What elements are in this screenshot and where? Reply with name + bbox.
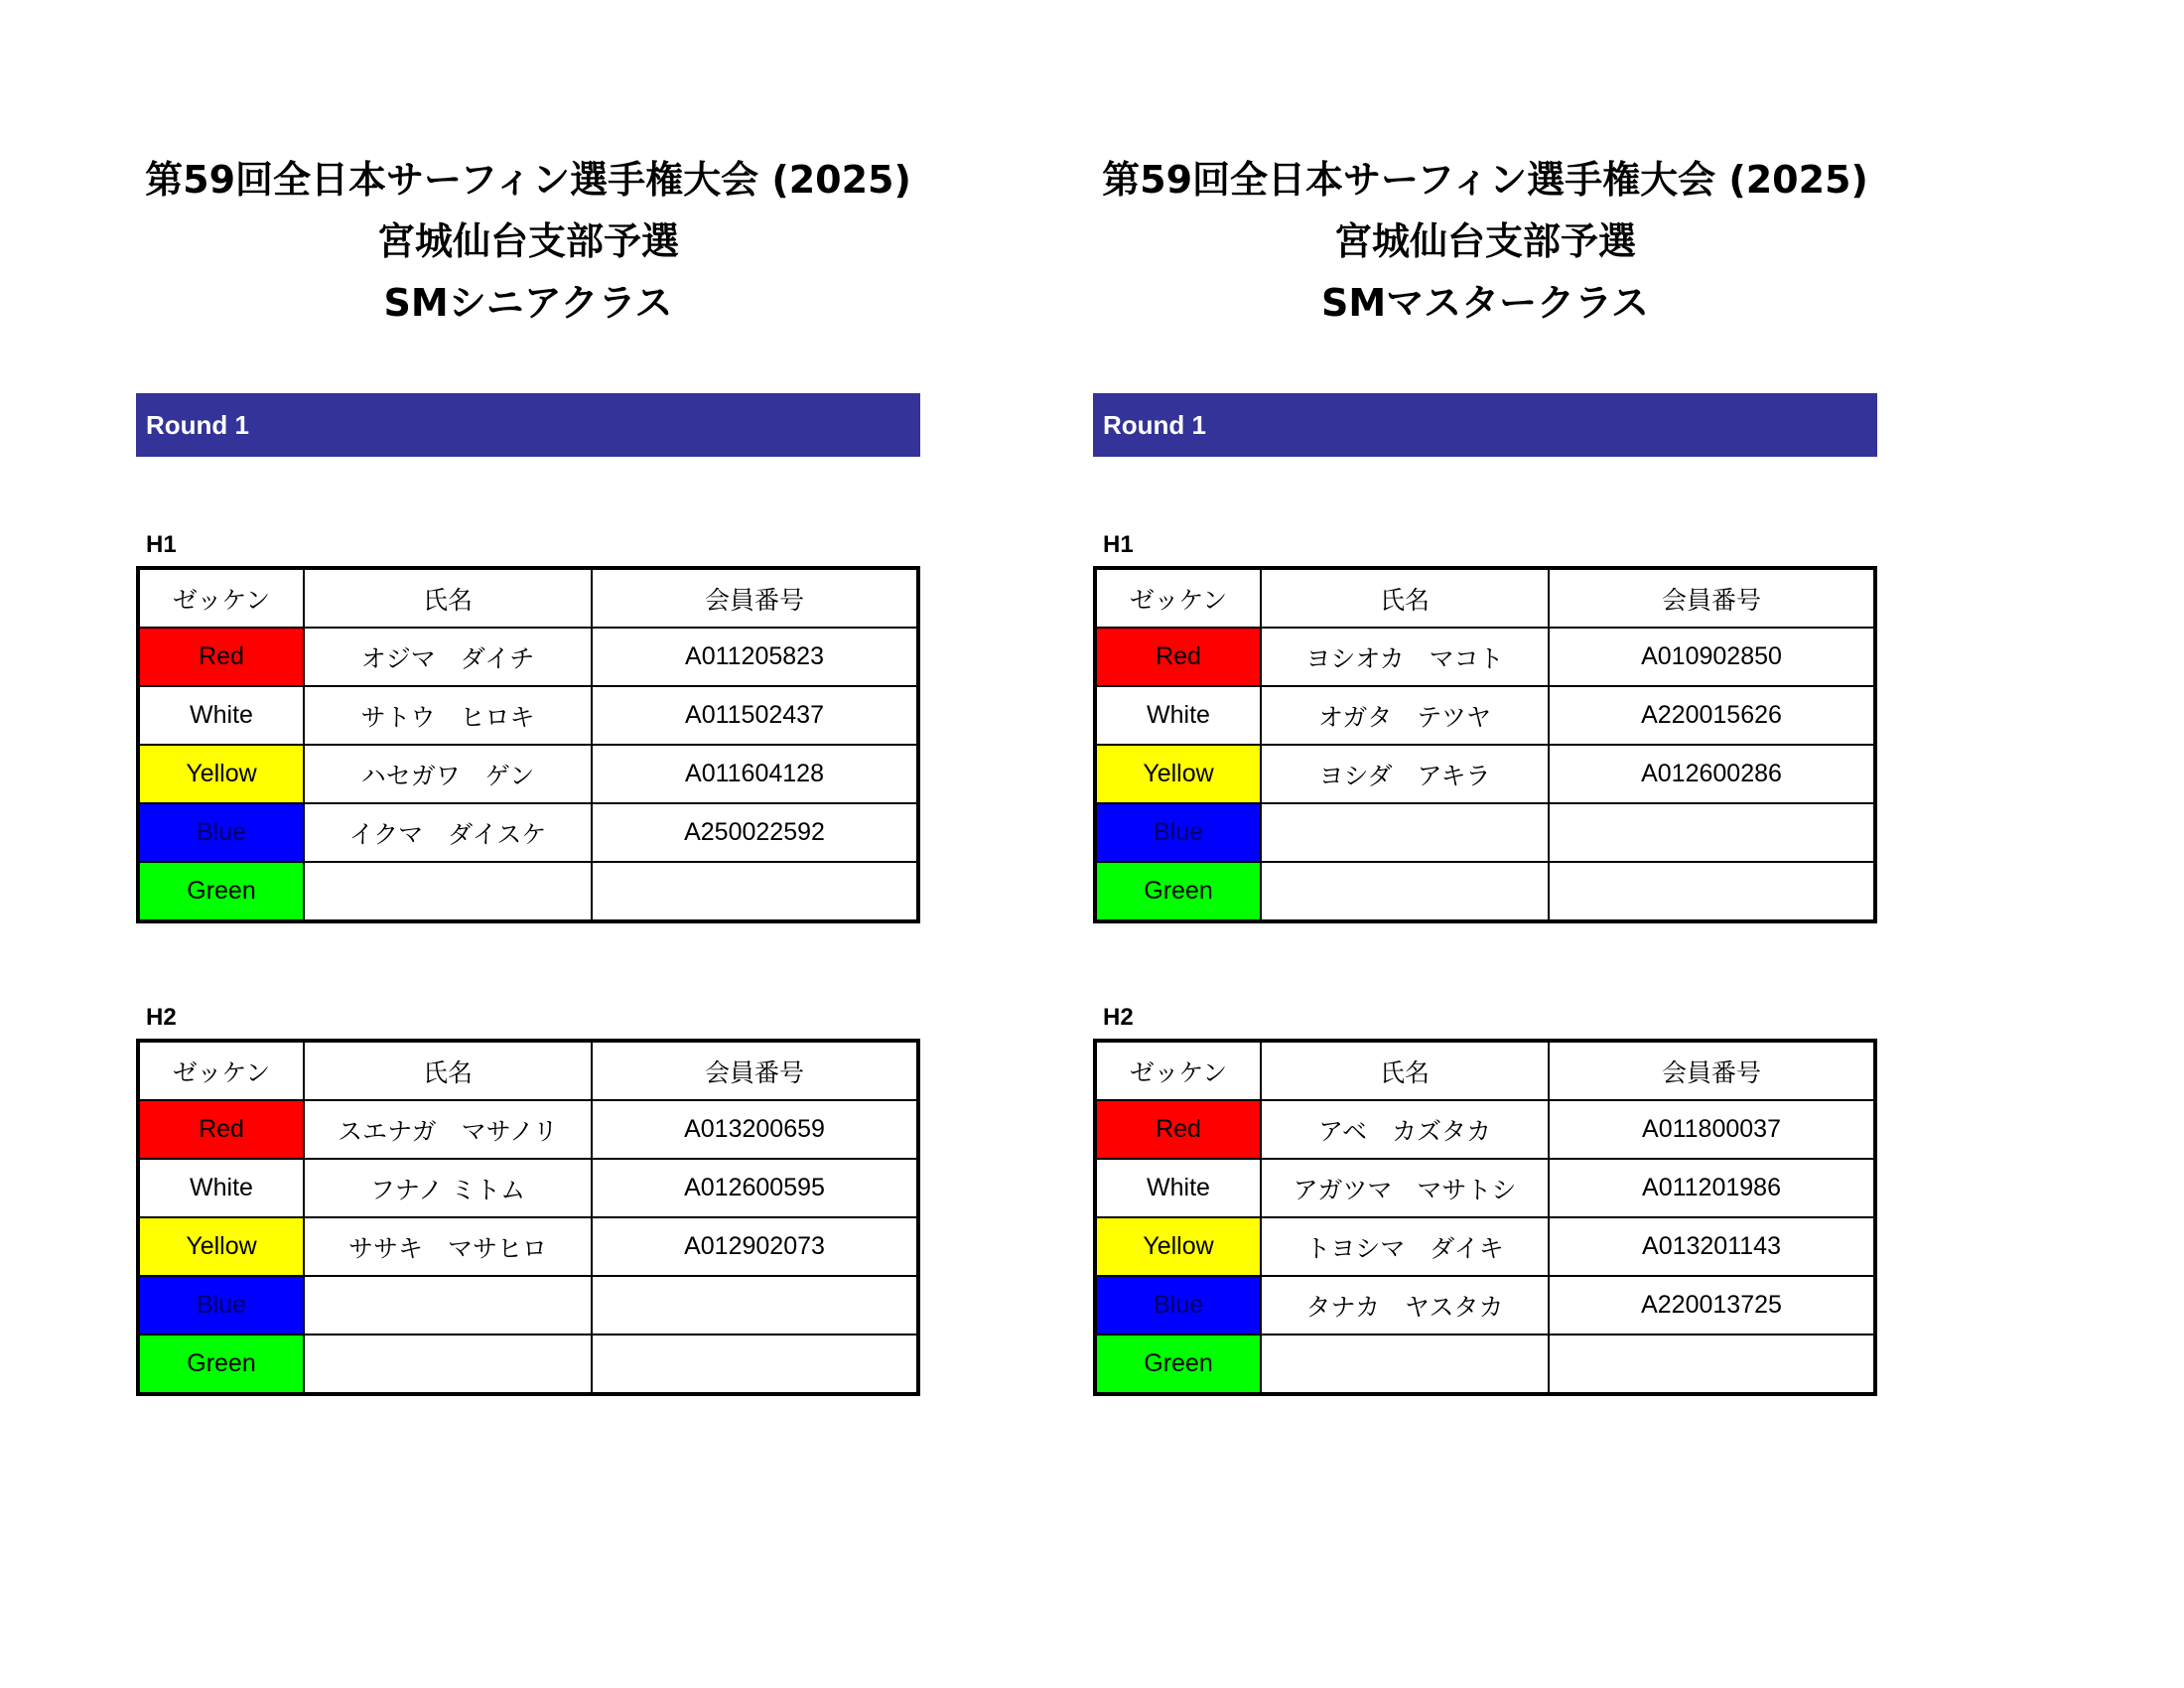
surfer-name: フナノ ミトム	[304, 1159, 592, 1217]
table-row	[138, 1100, 918, 1159]
header-name: 氏名	[304, 568, 592, 628]
surfer-name	[1261, 862, 1549, 921]
member-id: A011604128	[592, 745, 918, 803]
event-title: 第59回全日本サーフィン選手権大会 (2025)	[1102, 158, 1868, 202]
heat-table-h2	[1093, 1039, 1877, 1396]
class-title: SMマスタークラス	[1320, 281, 1650, 325]
heat-label-h1: H1	[1103, 531, 1134, 558]
surfer-name: オガタ テツヤ	[1261, 686, 1549, 745]
bib-color-red: Red	[138, 628, 304, 686]
heat-label-h1: H1	[146, 531, 177, 558]
surfer-name	[304, 1276, 592, 1335]
surfer-name	[1261, 803, 1549, 862]
surfer-name: オジマ ダイチ	[304, 628, 592, 686]
surfer-name: ササキ マサヒロ	[304, 1217, 592, 1276]
bib-color-white: White	[1095, 686, 1261, 745]
surfer-name	[304, 1335, 592, 1394]
surfer-name: ハセガワ ゲン	[304, 745, 592, 803]
bib-color-red: Red	[1095, 1100, 1261, 1159]
table-row	[1095, 745, 1875, 803]
header-bib: ゼッケン	[1095, 1041, 1261, 1100]
table-row	[1095, 1159, 1875, 1217]
header-member-id: 会員番号	[1549, 1041, 1875, 1100]
heat-label-h2: H2	[146, 1004, 177, 1031]
bib-color-green: Green	[138, 862, 304, 921]
surfer-name: アガツマ マサトシ	[1261, 1159, 1549, 1217]
bib-color-white: White	[138, 686, 304, 745]
table-header-row	[138, 568, 918, 628]
member-id	[1549, 803, 1875, 862]
bib-color-red: Red	[1095, 628, 1261, 686]
table-header-row	[1095, 1041, 1875, 1100]
surfer-name: スエナガ マサノリ	[304, 1100, 592, 1159]
surfer-name: タナカ ヤスタカ	[1261, 1276, 1549, 1335]
member-id: A013200659	[592, 1100, 918, 1159]
member-id: A012600286	[1549, 745, 1875, 803]
heat-table-h2	[136, 1039, 920, 1396]
member-id: A011800037	[1549, 1100, 1875, 1159]
table-row	[1095, 1335, 1875, 1394]
table-row	[1095, 628, 1875, 686]
bib-color-blue: Blue	[1095, 1276, 1261, 1335]
surfer-name: イクマ ダイスケ	[304, 803, 592, 862]
surfer-name: サトウ ヒロキ	[304, 686, 592, 745]
member-id: A012902073	[592, 1217, 918, 1276]
table-row	[138, 745, 918, 803]
header-member-id: 会員番号	[1549, 568, 1875, 628]
surfer-name	[304, 862, 592, 921]
member-id: A011502437	[592, 686, 918, 745]
table-row	[1095, 1217, 1875, 1276]
member-id: A220013725	[1549, 1276, 1875, 1335]
bib-color-yellow: Yellow	[138, 745, 304, 803]
table-row	[138, 1276, 918, 1335]
member-id: A220015626	[1549, 686, 1875, 745]
surfer-name: ヨシダ アキラ	[1261, 745, 1549, 803]
bib-color-green: Green	[1095, 1335, 1261, 1394]
bib-color-yellow: Yellow	[138, 1217, 304, 1276]
header-member-id: 会員番号	[592, 568, 918, 628]
table-row	[138, 1159, 918, 1217]
round-header: Round 1	[136, 393, 920, 457]
branch-title: 宮城仙台支部予選	[1333, 219, 1636, 263]
table-row	[138, 1217, 918, 1276]
bib-color-green: Green	[138, 1335, 304, 1394]
header-bib: ゼッケン	[1095, 568, 1261, 628]
member-id	[592, 1335, 918, 1394]
panel-master	[1093, 149, 1877, 1396]
table-row	[1095, 1100, 1875, 1159]
header-bib: ゼッケン	[138, 568, 304, 628]
table-row	[138, 628, 918, 686]
header-bib: ゼッケン	[138, 1041, 304, 1100]
member-id	[592, 1276, 918, 1335]
table-row	[138, 686, 918, 745]
bib-color-yellow: Yellow	[1095, 1217, 1261, 1276]
member-id: A011201986	[1549, 1159, 1875, 1217]
member-id	[1549, 1335, 1875, 1394]
table-row	[1095, 803, 1875, 862]
member-id: A011205823	[592, 628, 918, 686]
table-header-row	[1095, 568, 1875, 628]
table-row	[138, 862, 918, 921]
panel-senior	[136, 149, 920, 1396]
bib-color-white: White	[138, 1159, 304, 1217]
header-name: 氏名	[1261, 568, 1549, 628]
header-member-id: 会員番号	[592, 1041, 918, 1100]
member-id	[592, 862, 918, 921]
event-title: 第59回全日本サーフィン選手権大会 (2025)	[145, 158, 911, 202]
heat-table-h1	[1093, 566, 1877, 923]
member-id	[1549, 862, 1875, 921]
bib-color-green: Green	[1095, 862, 1261, 921]
surfer-name: アベ カズタカ	[1261, 1100, 1549, 1159]
table-header-row	[138, 1041, 918, 1100]
member-id: A250022592	[592, 803, 918, 862]
branch-title: 宮城仙台支部予選	[376, 219, 679, 263]
member-id: A010902850	[1549, 628, 1875, 686]
bib-color-white: White	[1095, 1159, 1261, 1217]
bib-color-blue: Blue	[138, 803, 304, 862]
table-row	[1095, 686, 1875, 745]
surfer-name: ヨシオカ マコト	[1261, 628, 1549, 686]
bib-color-red: Red	[138, 1100, 304, 1159]
heat-label-h2: H2	[1103, 1004, 1134, 1031]
header-name: 氏名	[304, 1041, 592, 1100]
table-row	[138, 1335, 918, 1394]
table-row	[138, 803, 918, 862]
bib-color-yellow: Yellow	[1095, 745, 1261, 803]
heat-table-h1	[136, 566, 920, 923]
bib-color-blue: Blue	[138, 1276, 304, 1335]
bib-color-blue: Blue	[1095, 803, 1261, 862]
surfer-name	[1261, 1335, 1549, 1394]
class-title: SMシニアクラス	[383, 281, 673, 325]
round-header: Round 1	[1093, 393, 1877, 457]
header-name: 氏名	[1261, 1041, 1549, 1100]
member-id: A013201143	[1549, 1217, 1875, 1276]
table-row	[1095, 862, 1875, 921]
surfer-name: トヨシマ ダイキ	[1261, 1217, 1549, 1276]
member-id: A012600595	[592, 1159, 918, 1217]
table-row	[1095, 1276, 1875, 1335]
